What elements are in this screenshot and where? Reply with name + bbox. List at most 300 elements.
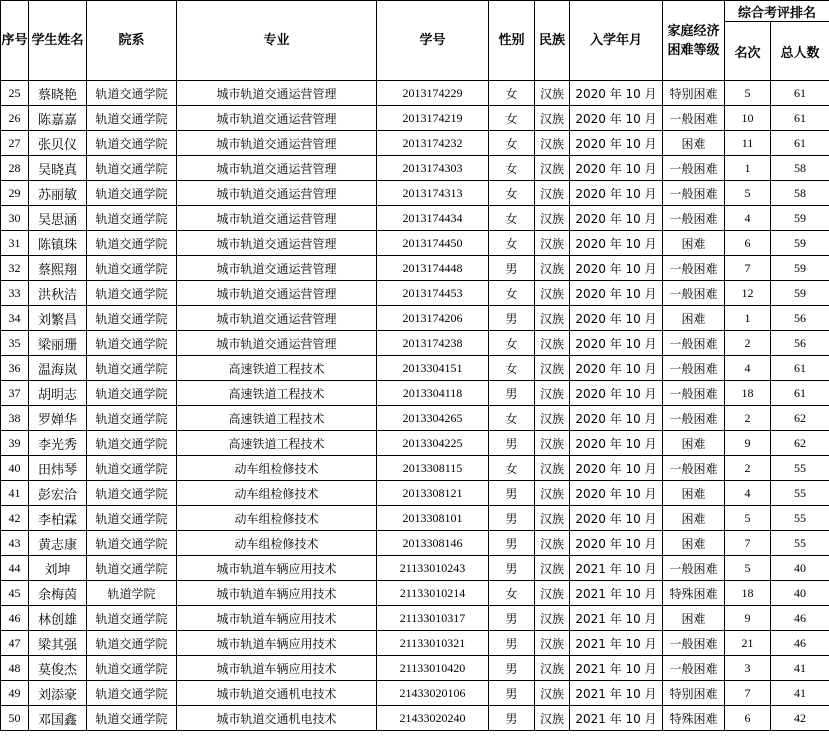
table-row[interactable] — [1, 156, 829, 181]
table-row[interactable] — [1, 231, 829, 256]
cell-entry-date: 2021 年 10 月 — [570, 631, 663, 656]
cell-rank: 4 — [725, 206, 771, 231]
cell-major: 城市轨道车辆应用技术 — [177, 581, 377, 606]
cell-ethnicity: 汉族 — [535, 81, 570, 106]
cell-total: 62 — [771, 406, 829, 431]
cell-major: 城市轨道交通运营管理 — [177, 181, 377, 206]
cell-difficulty: 困难 — [663, 506, 725, 531]
cell-dept: 轨道交通学院 — [87, 381, 177, 406]
table-row[interactable] — [1, 556, 829, 581]
cell-total: 55 — [771, 456, 829, 481]
cell-name: 邓国鑫 — [29, 706, 87, 731]
cell-major: 动车组检修技术 — [177, 481, 377, 506]
cell-student-id: 21133010420 — [377, 656, 489, 681]
cell-total: 46 — [771, 606, 829, 631]
cell-ethnicity: 汉族 — [535, 706, 570, 731]
cell-gender: 男 — [489, 481, 535, 506]
cell-rank: 5 — [725, 181, 771, 206]
cell-entry-date: 2020 年 10 月 — [570, 281, 663, 306]
cell-major: 城市轨道交通运营管理 — [177, 306, 377, 331]
cell-difficulty: 特殊困难 — [663, 581, 725, 606]
cell-major: 城市轨道交通运营管理 — [177, 156, 377, 181]
cell-dept: 轨道交通学院 — [87, 631, 177, 656]
cell-difficulty: 一般困难 — [663, 281, 725, 306]
cell-name: 蔡晓艳 — [29, 81, 87, 106]
cell-dept: 轨道交通学院 — [87, 656, 177, 681]
cell-major: 城市轨道车辆应用技术 — [177, 556, 377, 581]
table-row[interactable] — [1, 381, 829, 406]
cell-ethnicity: 汉族 — [535, 181, 570, 206]
cell-rank: 18 — [725, 581, 771, 606]
cell-dept: 轨道交通学院 — [87, 181, 177, 206]
cell-entry-date: 2020 年 10 月 — [570, 181, 663, 206]
cell-entry-date: 2021 年 10 月 — [570, 606, 663, 631]
header-difficulty-line2: 困难等级 — [667, 42, 720, 58]
cell-difficulty: 一般困难 — [663, 331, 725, 356]
cell-student-id: 2013308146 — [377, 531, 489, 556]
cell-student-id: 2013308121 — [377, 481, 489, 506]
cell-dept: 轨道交通学院 — [87, 281, 177, 306]
cell-entry-date: 2021 年 10 月 — [570, 706, 663, 731]
cell-ethnicity: 汉族 — [535, 506, 570, 531]
cell-ethnicity: 汉族 — [535, 481, 570, 506]
cell-rank: 2 — [725, 456, 771, 481]
cell-name: 黄志康 — [29, 531, 87, 556]
table-row[interactable] — [1, 431, 829, 456]
cell-seq: 29 — [1, 181, 29, 206]
cell-seq: 42 — [1, 506, 29, 531]
cell-gender: 男 — [489, 706, 535, 731]
cell-entry-date: 2021 年 10 月 — [570, 656, 663, 681]
cell-student-id: 2013174206 — [377, 306, 489, 331]
cell-dept: 轨道交通学院 — [87, 81, 177, 106]
table-row[interactable] — [1, 356, 829, 381]
cell-entry-date: 2020 年 10 月 — [570, 356, 663, 381]
cell-ethnicity: 汉族 — [535, 606, 570, 631]
cell-difficulty: 困难 — [663, 606, 725, 631]
cell-student-id: 2013174434 — [377, 206, 489, 231]
header-ethnicity: 民族 — [535, 1, 570, 81]
cell-seq: 27 — [1, 131, 29, 156]
cell-gender: 男 — [489, 306, 535, 331]
cell-major: 高速铁道工程技术 — [177, 356, 377, 381]
cell-rank: 5 — [725, 556, 771, 581]
table-row[interactable] — [1, 406, 829, 431]
cell-entry-date: 2020 年 10 月 — [570, 406, 663, 431]
table-row[interactable] — [1, 481, 829, 506]
cell-name: 陈嘉嘉 — [29, 106, 87, 131]
cell-gender: 女 — [489, 131, 535, 156]
cell-major: 城市轨道车辆应用技术 — [177, 606, 377, 631]
cell-gender: 男 — [489, 556, 535, 581]
cell-total: 59 — [771, 231, 829, 256]
cell-gender: 男 — [489, 431, 535, 456]
cell-ethnicity: 汉族 — [535, 656, 570, 681]
cell-total: 62 — [771, 431, 829, 456]
cell-rank: 12 — [725, 281, 771, 306]
cell-ethnicity: 汉族 — [535, 431, 570, 456]
cell-difficulty: 困难 — [663, 306, 725, 331]
cell-rank: 3 — [725, 656, 771, 681]
cell-student-id: 2013308115 — [377, 456, 489, 481]
cell-dept: 轨道交通学院 — [87, 556, 177, 581]
cell-entry-date: 2020 年 10 月 — [570, 81, 663, 106]
table-row[interactable] — [1, 506, 829, 531]
cell-entry-date: 2020 年 10 月 — [570, 106, 663, 131]
cell-major: 动车组检修技术 — [177, 506, 377, 531]
cell-seq: 28 — [1, 156, 29, 181]
cell-ethnicity: 汉族 — [535, 556, 570, 581]
cell-gender: 男 — [489, 681, 535, 706]
cell-gender: 男 — [489, 631, 535, 656]
cell-gender: 女 — [489, 456, 535, 481]
cell-rank: 7 — [725, 256, 771, 281]
cell-difficulty: 一般困难 — [663, 206, 725, 231]
cell-name: 彭宏洽 — [29, 481, 87, 506]
cell-gender: 男 — [489, 256, 535, 281]
cell-gender: 男 — [489, 656, 535, 681]
cell-major: 城市轨道交通运营管理 — [177, 331, 377, 356]
cell-ethnicity: 汉族 — [535, 106, 570, 131]
table-row[interactable] — [1, 281, 829, 306]
cell-difficulty: 特别困难 — [663, 681, 725, 706]
cell-seq: 34 — [1, 306, 29, 331]
cell-student-id: 2013304265 — [377, 406, 489, 431]
cell-gender: 女 — [489, 206, 535, 231]
cell-major: 城市轨道交通运营管理 — [177, 256, 377, 281]
cell-student-id: 2013174453 — [377, 281, 489, 306]
cell-gender: 女 — [489, 156, 535, 181]
cell-difficulty: 一般困难 — [663, 631, 725, 656]
cell-total: 61 — [771, 381, 829, 406]
cell-total: 55 — [771, 481, 829, 506]
cell-total: 56 — [771, 306, 829, 331]
cell-ethnicity: 汉族 — [535, 356, 570, 381]
table-row[interactable] — [1, 206, 829, 231]
header-rank: 名次 — [725, 22, 771, 81]
cell-difficulty: 困难 — [663, 431, 725, 456]
cell-dept: 轨道交通学院 — [87, 506, 177, 531]
cell-seq: 39 — [1, 431, 29, 456]
cell-seq: 25 — [1, 81, 29, 106]
cell-ethnicity: 汉族 — [535, 306, 570, 331]
cell-entry-date: 2020 年 10 月 — [570, 381, 663, 406]
header-dept: 院系 — [87, 1, 177, 81]
cell-rank: 4 — [725, 481, 771, 506]
cell-student-id: 2013308101 — [377, 506, 489, 531]
table-row[interactable] — [1, 306, 829, 331]
cell-total: 61 — [771, 356, 829, 381]
table-header — [1, 1, 829, 81]
table-row[interactable] — [1, 106, 829, 131]
cell-total: 61 — [771, 131, 829, 156]
cell-rank: 5 — [725, 506, 771, 531]
cell-entry-date: 2020 年 10 月 — [570, 206, 663, 231]
table-row[interactable] — [1, 681, 829, 706]
cell-rank: 1 — [725, 306, 771, 331]
table-row[interactable] — [1, 256, 829, 281]
cell-difficulty: 一般困难 — [663, 156, 725, 181]
cell-entry-date: 2020 年 10 月 — [570, 531, 663, 556]
cell-entry-date: 2020 年 10 月 — [570, 256, 663, 281]
cell-entry-date: 2020 年 10 月 — [570, 156, 663, 181]
cell-total: 41 — [771, 681, 829, 706]
cell-entry-date: 2020 年 10 月 — [570, 331, 663, 356]
header-ranking-group: 综合考评排名 — [725, 1, 829, 22]
cell-difficulty: 困难 — [663, 131, 725, 156]
cell-total: 42 — [771, 706, 829, 731]
cell-difficulty: 一般困难 — [663, 356, 725, 381]
header-gender: 性别 — [489, 1, 535, 81]
table-row[interactable] — [1, 531, 829, 556]
cell-entry-date: 2020 年 10 月 — [570, 231, 663, 256]
cell-gender: 女 — [489, 181, 535, 206]
cell-rank: 9 — [725, 431, 771, 456]
header-name: 学生姓名 — [29, 1, 87, 81]
table-row[interactable] — [1, 606, 829, 631]
header-difficulty-level — [663, 1, 725, 81]
cell-dept: 轨道交通学院 — [87, 106, 177, 131]
cell-rank: 2 — [725, 331, 771, 356]
cell-dept: 轨道交通学院 — [87, 306, 177, 331]
cell-difficulty: 困难 — [663, 231, 725, 256]
cell-student-id: 2013304151 — [377, 356, 489, 381]
cell-ethnicity: 汉族 — [535, 156, 570, 181]
cell-major: 动车组检修技术 — [177, 456, 377, 481]
cell-student-id: 2013304118 — [377, 381, 489, 406]
cell-ethnicity: 汉族 — [535, 406, 570, 431]
cell-student-id: 21133010321 — [377, 631, 489, 656]
cell-gender: 女 — [489, 81, 535, 106]
cell-dept: 轨道学院 — [87, 581, 177, 606]
cell-entry-date: 2020 年 10 月 — [570, 431, 663, 456]
cell-seq: 41 — [1, 481, 29, 506]
cell-entry-date: 2021 年 10 月 — [570, 681, 663, 706]
cell-difficulty: 一般困难 — [663, 656, 725, 681]
cell-student-id: 21133010243 — [377, 556, 489, 581]
cell-dept: 轨道交通学院 — [87, 606, 177, 631]
cell-gender: 女 — [489, 231, 535, 256]
cell-name: 洪秋洁 — [29, 281, 87, 306]
cell-gender: 男 — [489, 606, 535, 631]
cell-name: 苏丽敏 — [29, 181, 87, 206]
cell-student-id: 21133010214 — [377, 581, 489, 606]
cell-major: 城市轨道交通运营管理 — [177, 106, 377, 131]
cell-total: 58 — [771, 156, 829, 181]
cell-difficulty: 困难 — [663, 531, 725, 556]
cell-rank: 11 — [725, 131, 771, 156]
cell-dept: 轨道交通学院 — [87, 156, 177, 181]
cell-dept: 轨道交通学院 — [87, 681, 177, 706]
cell-name: 余梅茵 — [29, 581, 87, 606]
cell-gender: 女 — [489, 281, 535, 306]
cell-ethnicity: 汉族 — [535, 131, 570, 156]
cell-name: 梁其强 — [29, 631, 87, 656]
header-seq: 序号 — [1, 1, 29, 81]
cell-total: 55 — [771, 506, 829, 531]
cell-seq: 43 — [1, 531, 29, 556]
cell-total: 59 — [771, 281, 829, 306]
cell-major: 动车组检修技术 — [177, 531, 377, 556]
cell-dept: 轨道交通学院 — [87, 706, 177, 731]
cell-ethnicity: 汉族 — [535, 281, 570, 306]
cell-major: 城市轨道交通机电技术 — [177, 681, 377, 706]
cell-ethnicity: 汉族 — [535, 631, 570, 656]
cell-gender: 男 — [489, 531, 535, 556]
cell-total: 61 — [771, 106, 829, 131]
cell-entry-date: 2021 年 10 月 — [570, 581, 663, 606]
cell-gender: 女 — [489, 106, 535, 131]
cell-gender: 男 — [489, 506, 535, 531]
cell-dept: 轨道交通学院 — [87, 456, 177, 481]
cell-name: 刘坤 — [29, 556, 87, 581]
cell-dept: 轨道交通学院 — [87, 431, 177, 456]
cell-rank: 6 — [725, 231, 771, 256]
cell-seq: 37 — [1, 381, 29, 406]
cell-rank: 7 — [725, 681, 771, 706]
cell-gender: 女 — [489, 331, 535, 356]
cell-student-id: 21133010317 — [377, 606, 489, 631]
cell-total: 58 — [771, 181, 829, 206]
cell-rank: 10 — [725, 106, 771, 131]
cell-rank: 4 — [725, 356, 771, 381]
cell-student-id: 21433020240 — [377, 706, 489, 731]
cell-ethnicity: 汉族 — [535, 456, 570, 481]
cell-total: 59 — [771, 206, 829, 231]
cell-ethnicity: 汉族 — [535, 331, 570, 356]
cell-dept: 轨道交通学院 — [87, 356, 177, 381]
cell-name: 罗婵华 — [29, 406, 87, 431]
cell-difficulty: 一般困难 — [663, 456, 725, 481]
cell-name: 刘添豪 — [29, 681, 87, 706]
cell-total: 59 — [771, 256, 829, 281]
cell-ethnicity: 汉族 — [535, 381, 570, 406]
header-entry-date: 入学年月 — [570, 1, 663, 81]
cell-name: 吴晓真 — [29, 156, 87, 181]
cell-difficulty: 困难 — [663, 481, 725, 506]
cell-difficulty: 特殊困难 — [663, 706, 725, 731]
table-row[interactable] — [1, 81, 829, 106]
cell-name: 田炜琴 — [29, 456, 87, 481]
cell-total: 56 — [771, 331, 829, 356]
cell-dept: 轨道交通学院 — [87, 531, 177, 556]
cell-student-id: 2013174219 — [377, 106, 489, 131]
cell-difficulty: 一般困难 — [663, 406, 725, 431]
cell-dept: 轨道交通学院 — [87, 206, 177, 231]
cell-student-id: 2013174313 — [377, 181, 489, 206]
cell-seq: 48 — [1, 656, 29, 681]
cell-seq: 26 — [1, 106, 29, 131]
cell-major: 城市轨道交通运营管理 — [177, 206, 377, 231]
cell-major: 城市轨道交通运营管理 — [177, 131, 377, 156]
table-row[interactable] — [1, 181, 829, 206]
cell-seq: 33 — [1, 281, 29, 306]
cell-rank: 7 — [725, 531, 771, 556]
cell-major: 城市轨道交通机电技术 — [177, 706, 377, 731]
cell-entry-date: 2020 年 10 月 — [570, 506, 663, 531]
cell-seq: 45 — [1, 581, 29, 606]
table-row[interactable] — [1, 331, 829, 356]
cell-seq: 32 — [1, 256, 29, 281]
cell-rank: 9 — [725, 606, 771, 631]
cell-name: 吴思涵 — [29, 206, 87, 231]
cell-seq: 49 — [1, 681, 29, 706]
cell-seq: 36 — [1, 356, 29, 381]
cell-name: 梁丽珊 — [29, 331, 87, 356]
table-body — [1, 81, 829, 731]
cell-name: 刘繁昌 — [29, 306, 87, 331]
table-row[interactable] — [1, 456, 829, 481]
cell-difficulty: 一般困难 — [663, 381, 725, 406]
cell-gender: 女 — [489, 406, 535, 431]
cell-student-id: 2013174450 — [377, 231, 489, 256]
cell-seq: 30 — [1, 206, 29, 231]
cell-ethnicity: 汉族 — [535, 531, 570, 556]
cell-student-id: 2013174303 — [377, 156, 489, 181]
cell-entry-date: 2020 年 10 月 — [570, 131, 663, 156]
table-row[interactable] — [1, 656, 829, 681]
cell-name: 胡明志 — [29, 381, 87, 406]
cell-total: 40 — [771, 556, 829, 581]
table-row[interactable] — [1, 131, 829, 156]
cell-ethnicity: 汉族 — [535, 681, 570, 706]
cell-name: 温海岚 — [29, 356, 87, 381]
cell-rank: 2 — [725, 406, 771, 431]
header-difficulty-line1: 家庭经济 — [667, 23, 720, 39]
cell-rank: 6 — [725, 706, 771, 731]
cell-gender: 女 — [489, 356, 535, 381]
cell-name: 李光秀 — [29, 431, 87, 456]
cell-total: 46 — [771, 631, 829, 656]
cell-name: 莫俊杰 — [29, 656, 87, 681]
cell-major: 城市轨道交通运营管理 — [177, 231, 377, 256]
cell-major: 城市轨道交通运营管理 — [177, 81, 377, 106]
cell-seq: 50 — [1, 706, 29, 731]
cell-student-id: 21433020106 — [377, 681, 489, 706]
cell-seq: 47 — [1, 631, 29, 656]
header-major: 专业 — [177, 1, 377, 81]
cell-name: 张贝仪 — [29, 131, 87, 156]
cell-total: 61 — [771, 81, 829, 106]
cell-rank: 5 — [725, 81, 771, 106]
cell-entry-date: 2020 年 10 月 — [570, 306, 663, 331]
cell-seq: 46 — [1, 606, 29, 631]
cell-difficulty: 特别困难 — [663, 81, 725, 106]
cell-student-id: 2013304225 — [377, 431, 489, 456]
table-row[interactable] — [1, 631, 829, 656]
cell-major: 城市轨道车辆应用技术 — [177, 631, 377, 656]
cell-student-id: 2013174229 — [377, 81, 489, 106]
cell-dept: 轨道交通学院 — [87, 131, 177, 156]
cell-ethnicity: 汉族 — [535, 581, 570, 606]
cell-seq: 40 — [1, 456, 29, 481]
cell-seq: 35 — [1, 331, 29, 356]
cell-seq: 31 — [1, 231, 29, 256]
cell-seq: 38 — [1, 406, 29, 431]
cell-name: 李柏霖 — [29, 506, 87, 531]
cell-entry-date: 2020 年 10 月 — [570, 456, 663, 481]
cell-student-id: 2013174448 — [377, 256, 489, 281]
cell-entry-date: 2020 年 10 月 — [570, 481, 663, 506]
cell-difficulty: 一般困难 — [663, 556, 725, 581]
cell-student-id: 2013174238 — [377, 331, 489, 356]
table-row[interactable] — [1, 706, 829, 731]
cell-gender: 男 — [489, 381, 535, 406]
table-row[interactable] — [1, 581, 829, 606]
cell-rank: 1 — [725, 156, 771, 181]
cell-gender: 女 — [489, 581, 535, 606]
cell-name: 陈镇珠 — [29, 231, 87, 256]
